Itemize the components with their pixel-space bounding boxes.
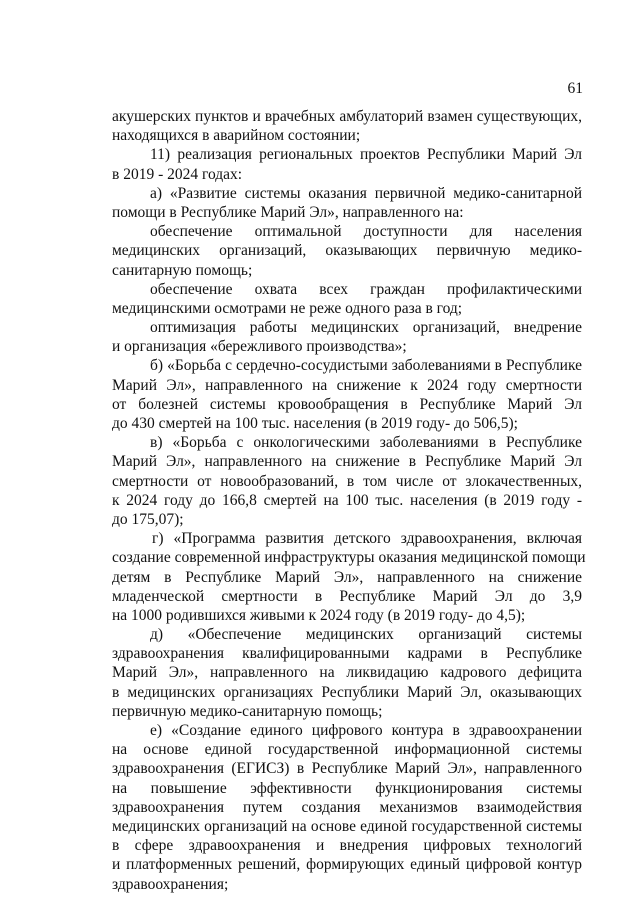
text-line: б) «Борьба с сердечно-сосудистыми заболеваниями в Республике: [150, 357, 582, 375]
text-line: до 430 смертей на 100 тыс. населения (в 2019 году- до 506,5);: [112, 415, 518, 432]
text-line: 11) реализация региональных проектов Республики Марий Эл: [150, 146, 582, 164]
text-line: акушерских пунктов и врачебных амбулаторий взамен существующих,: [112, 108, 582, 125]
text-line: оптимизация работы медицинских организаций, внедрение: [150, 319, 582, 337]
text-line: к 2024 году до 166,8 смертей на 100 тыс. населения (в 2019 году -: [112, 491, 582, 509]
text-line: и организация «бережливого производства»;: [112, 338, 407, 356]
document-body: [112, 107, 586, 894]
text-line: санитарную помощь;: [112, 261, 253, 279]
text-line: г) «Программа развития детского здравоохранения, включая: [152, 530, 582, 548]
page-number: 61: [567, 80, 583, 97]
text-line: Марий Эл», направленного на снижение в Республике Марий Эл: [112, 453, 582, 471]
text-line: медицинских организаций на основе единой государственной системы: [112, 817, 582, 835]
text-line: смертности от новообразований, в том числе от злокачественных,: [112, 472, 582, 490]
text-line: медицинских организаций, оказывающих первичную медико-: [112, 242, 582, 260]
text-line: Марий Эл», направленного на снижение к 2024 году смертности: [112, 376, 582, 394]
text-line: здравоохранения путем создания механизмов взаимодействия: [112, 798, 582, 816]
text-line: первичную медико-санитарную помощь;: [112, 702, 383, 720]
text-line: Марий Эл», направленного на ликвидацию кадрового дефицита: [112, 664, 582, 682]
text-line: находящихся в аварийном состоянии;: [112, 127, 361, 145]
text-line: на повышение эффективности функционирования системы: [112, 779, 582, 797]
text-line: на 1000 родившихся живыми к 2024 году (в 2019 году- до 4,5);: [112, 606, 526, 624]
text-line: а) «Развитие системы оказания первичной медико-санитарной: [150, 184, 582, 202]
text-line: обеспечение охвата всех граждан профилактическими: [150, 280, 582, 298]
text-line: здравоохранения (ЕГИСЗ) в Республике Марий Эл», направленного: [112, 760, 582, 778]
text-line: в медицинских организациях Республики Марий Эл, оказывающих: [112, 683, 582, 701]
text-line: медицинскими осмотрами не реже одного раза в год;: [112, 299, 463, 317]
text-line: от болезней системы кровообращения в Республике Марий Эл: [112, 395, 582, 413]
text-line: детям в Республике Марий Эл», направленного на снижение: [112, 568, 582, 586]
text-line: в сфере здравоохранения и внедрения цифровых технологий: [112, 837, 582, 855]
text-line: на основе единой государственной информационной системы: [112, 741, 582, 759]
text-line: в 2019 - 2024 годах:: [112, 165, 243, 183]
text-line: помощи в Республике Марий Эл», направленного на:: [112, 203, 464, 221]
text-line: и платформенных решений, формирующих единый цифровой контур: [112, 856, 582, 874]
text-line: до 175,07);: [112, 510, 184, 528]
text-line: здравоохранения;: [112, 875, 229, 893]
text-line: е) «Создание единого цифрового контура в здравоохранении: [150, 722, 582, 739]
text-line: создание современной инфраструктуры оказания медицинской помощи: [112, 549, 586, 567]
text-line: здравоохранения квалифицированными кадрами в Республике: [112, 645, 582, 663]
text-line: младенческой смертности в Республике Марий Эл до 3,9: [112, 587, 582, 605]
text-line: обеспечение оптимальной доступности для населения: [150, 223, 582, 241]
text-line: в) «Борьба с онкологическими заболеваниями в Республике: [150, 434, 582, 452]
text-line: д) «Обеспечение медицинских организаций системы: [150, 626, 582, 644]
